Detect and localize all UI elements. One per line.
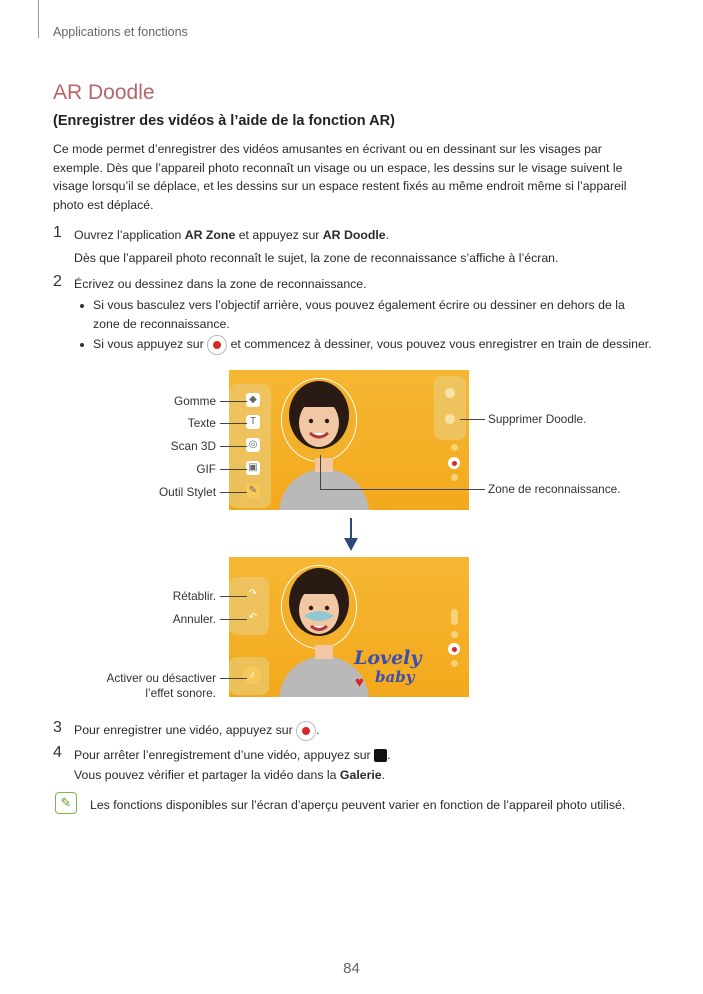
bullet-2-text: Si vous appuyez sur et commencez à dessiner, vous pouvez vous enregistrer en train de dessiner.: [93, 334, 652, 355]
label-eraser: Gomme: [174, 394, 216, 408]
recognition-zone-circle-2: [281, 565, 357, 649]
undo-icon[interactable]: ↶: [248, 612, 258, 623]
doodle-lovely: Lovely: [354, 647, 422, 669]
leader-scan3d: [220, 446, 247, 447]
leader-gif: [220, 469, 247, 470]
undo-redo-panel: [229, 577, 269, 635]
leader-zone: [320, 489, 485, 490]
page-number: 84: [343, 960, 360, 977]
label-undo: Annuler.: [172, 612, 216, 626]
section-subtitle: (Enregistrer des vidéos à l’aide de la fonction AR): [53, 113, 395, 129]
leader-undo: [220, 619, 247, 620]
delete-doodle-icon[interactable]: [445, 414, 455, 424]
mode-dot-icon-2: [451, 631, 458, 638]
record-icon-2: [296, 721, 316, 741]
camera-preview-2: [229, 557, 469, 697]
settings-icon[interactable]: [445, 388, 455, 398]
step-3-text: Pour enregistrer une vidéo, appuyez sur .: [74, 720, 320, 741]
step-2-number: 2: [53, 273, 62, 290]
leader-delete: [460, 419, 485, 420]
leader-redo: [220, 596, 247, 597]
label-sound-line1: Activer ou désactiver: [106, 671, 216, 685]
intro-paragraph: Ce mode permet d’enregistrer des vidéos amusantes en écrivant ou en dessinant sur les visages par exemple. Dès que l’appareil photo reconnaît un visage ou un espace, les dessins sur le visage suivent le visage lorsqu’il se déplace, et les dessins sur un espace restent fixés au même endroit même si l’appareil photo est déplacé.: [53, 142, 627, 212]
page-header: Applications et fonctions: [53, 25, 188, 39]
child-face-illustration: [282, 379, 356, 461]
leader-eraser: [220, 401, 247, 402]
step-4-subtext: Vous pouvez vérifier et partager la vidéo dans la Galerie.: [74, 768, 386, 782]
sound-effect-icon[interactable]: ♪: [243, 666, 261, 684]
step-4-number: 4: [53, 744, 62, 761]
gif-icon[interactable]: ▣: [246, 461, 260, 475]
zoom-slider[interactable]: [451, 609, 458, 625]
note-pencil-icon: ✎: [55, 792, 77, 814]
record-button-2-dot: [452, 647, 457, 652]
bullet-1-line2: zone de reconnaissance.: [93, 317, 230, 331]
step-3-number: 3: [53, 719, 62, 736]
bullet-1-dot: [80, 304, 84, 308]
leader-pen: [220, 492, 247, 493]
label-recognition-zone: Zone de reconnaissance.: [488, 482, 621, 496]
label-gif: GIF: [196, 462, 216, 476]
header-rule: [38, 0, 39, 38]
label-delete-doodle: Supprimer Doodle.: [488, 412, 587, 426]
step-4-text: Pour arrêter l’enregistrement d’une vidéo, appuyez sur .: [74, 748, 391, 762]
label-text: Texte: [187, 416, 216, 430]
eraser-icon[interactable]: ◆: [246, 393, 260, 407]
doodle-baby: baby: [375, 668, 415, 686]
section-title: AR Doodle: [53, 81, 155, 104]
heart-icon: ♥: [355, 674, 364, 691]
label-scan3d: Scan 3D: [170, 439, 216, 453]
leader-text: [220, 423, 247, 424]
mode-dot-icon: [451, 444, 458, 451]
text-tool-icon[interactable]: T: [246, 415, 260, 429]
pen-tool-icon[interactable]: ✎: [246, 484, 260, 498]
step-2-text: Écrivez ou dessinez dans la zone de reconnaissance.: [74, 277, 367, 291]
label-sound-line2: l’effet sonore.: [145, 686, 216, 700]
child-body-illustration: [269, 454, 379, 510]
recognition-zone-circle: [281, 378, 357, 462]
label-redo: Rétablir.: [172, 589, 216, 603]
step-1-text: Ouvrez l’application AR Zone et appuyez sur AR Doodle.: [74, 228, 390, 242]
note-text: Les fonctions disponibles sur l’écran d’aperçu peuvent varier en fonction de l’appareil photo utilisé.: [90, 798, 626, 812]
switch-camera-icon-2[interactable]: [451, 660, 458, 667]
record-button-dot: [452, 461, 457, 466]
stop-icon: [374, 749, 387, 762]
top-right-panel: [434, 376, 466, 440]
scan-3d-icon[interactable]: ◎: [246, 438, 260, 452]
record-icon: [207, 335, 227, 355]
switch-camera-icon[interactable]: [451, 474, 458, 481]
child-face-doodle-illustration: [282, 566, 356, 648]
step-1-number: 1: [53, 224, 62, 241]
bullet-1-line1: Si vous basculez vers l’objectif arrière, vous pouvez également écrire ou dessiner en dehors de la: [93, 298, 625, 312]
arrow-down-icon: [342, 518, 360, 552]
redo-icon[interactable]: ↷: [248, 588, 258, 599]
step-1-subtext: Dès que l’appareil photo reconnaît le sujet, la zone de reconnaissance s’affiche à l’écran.: [74, 251, 559, 265]
leader-zone-vertical: [320, 455, 321, 489]
label-pen: Outil Stylet: [158, 485, 216, 499]
bullet-2-dot: [80, 343, 84, 347]
leader-sound: [220, 678, 247, 679]
